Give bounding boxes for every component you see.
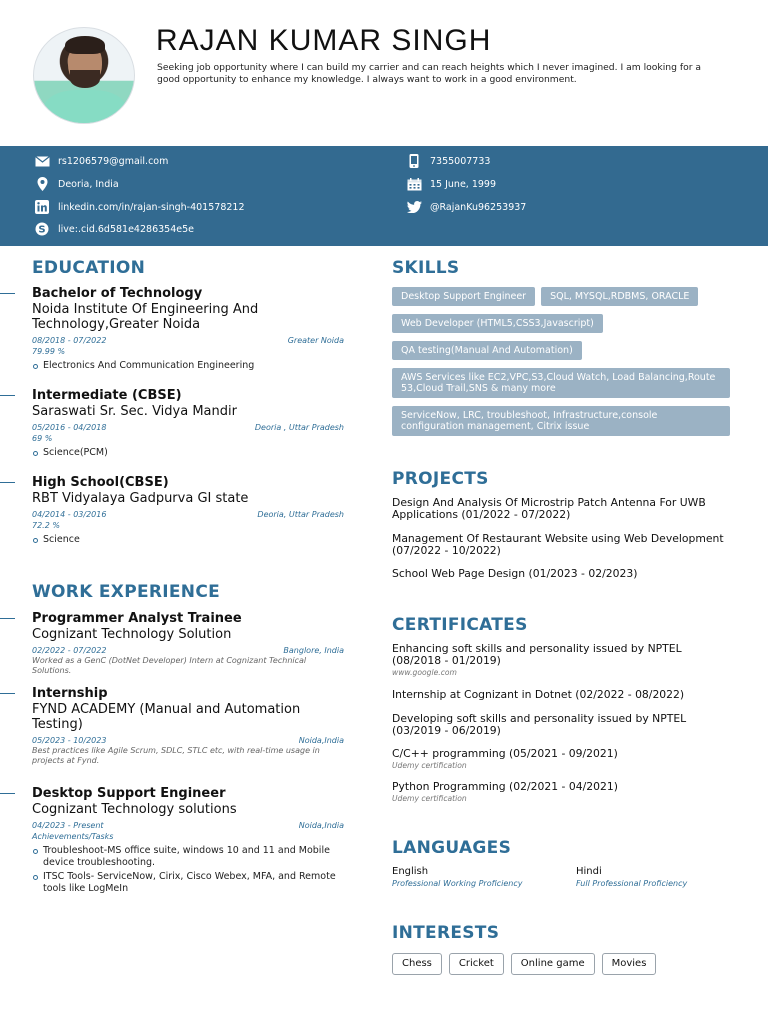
project-item: School Web Page Design (01/2023 - 02/2023) (392, 567, 638, 580)
entry-meta (32, 645, 344, 656)
certificate-title: Enhancing soft skills and personality issued by NPTEL (08/2018 - 01/2019) (392, 642, 682, 667)
certificate-link[interactable]: www.google.com (392, 668, 457, 677)
profile-photo (33, 27, 135, 124)
subject-bullet: Electronics And Communication Engineering (32, 360, 344, 372)
project-item: Design And Analysis Of Microstrip Patch Antenna For UWB Applications (01/2022 - 07/2022) (392, 496, 706, 521)
school-name: RBT Vidyalaya Gadpurva GI state (32, 491, 249, 506)
interest-chip: Movies (602, 953, 657, 975)
entry-grade: 72.2 % (32, 521, 60, 530)
certificate-title: Developing soft skills and personality issued by NPTEL (03/2019 - 06/2019) (392, 712, 687, 737)
mail-icon (34, 154, 50, 168)
project-item: Management Of Restaurant Website using Web Development (07/2022 - 10/2022) (392, 532, 724, 557)
profile-summary: Seeking job opportunity where I can build my carrier and can reach heights which I never imagined. I am looking for a good opportunity to enhance my knowledge. I always want to work in a good environment. (157, 62, 702, 85)
certificate-issuer: Udemy certification (392, 761, 467, 770)
subject-bullet: Science(PCM) (32, 447, 344, 459)
work-entry (32, 686, 344, 766)
language-item (392, 866, 523, 890)
achievements-label: Achievements/Tasks (32, 832, 114, 841)
company-name: FYND ACADEMY (Manual and Automation Testing) (32, 702, 301, 732)
degree-title: High School(CBSE) (32, 475, 169, 490)
interest-chip: Chess (392, 953, 442, 975)
school-name: Noida Institute Of Engineering And Technology,Greater Noida (32, 302, 259, 332)
entry-dates: 02/2022 - 07/2022 (32, 646, 107, 655)
education-entry (32, 388, 344, 459)
timeline-tick (0, 395, 15, 396)
entry-place: Deoria, Uttar Pradesh (257, 510, 344, 519)
school-name: Saraswati Sr. Sec. Vidya Mandir (32, 404, 237, 419)
avatar-shirt (44, 90, 126, 124)
entry-dates: 04/2014 - 03/2016 (32, 510, 107, 519)
entry-grade: 79.99 % (32, 347, 66, 356)
entry-meta (32, 335, 344, 346)
timeline-tick (0, 793, 15, 794)
entry-dates: 04/2023 - Present (32, 821, 104, 830)
twitter-icon (406, 200, 422, 214)
location-text: Deoria, India (58, 178, 119, 190)
entry-meta (32, 820, 344, 831)
skills-heading: SKILLS (392, 258, 460, 278)
entry-meta (32, 422, 344, 433)
timeline-tick (0, 293, 15, 294)
certificate-item (392, 689, 728, 701)
timeline-tick (0, 693, 15, 694)
language-name: Hindi (576, 866, 602, 877)
avatar-beard (70, 70, 100, 88)
candidate-name: RAJAN KUMAR SINGH (156, 24, 492, 57)
phone-text: 7355007733 (430, 155, 491, 167)
education-entry (32, 475, 344, 546)
skype-text: live:.cid.6d581e4286354e5e (58, 223, 194, 235)
language-item (576, 866, 687, 890)
job-role: Programmer Analyst Trainee (32, 611, 242, 626)
entry-meta (32, 735, 344, 746)
skill-chip: AWS Services like EC2,VPC,S3,Cloud Watch, Load Balancing,Route 53,Cloud Trail,SNS & many more (392, 368, 730, 398)
subject-bullet: Science (32, 534, 344, 546)
job-role: Desktop Support Engineer (32, 786, 226, 801)
calendar-icon (406, 177, 422, 191)
certificate-title: C/C++ programming (05/2021 - 09/2021) (392, 747, 618, 760)
entry-place: Greater Noida (287, 336, 344, 345)
language-name: English (392, 866, 429, 877)
degree-title: Bachelor of Technology (32, 286, 203, 301)
certificates-heading: CERTIFICATES (392, 615, 528, 635)
skill-chip: Desktop Support Engineer (392, 287, 535, 306)
projects-heading: PROJECTS (392, 469, 489, 489)
task-bullet: ITSC Tools- ServiceNow, Cirix, Cisco Webex, MFA, and Remote tools like LogMeIn (32, 871, 344, 895)
skills-list (392, 287, 732, 444)
language-level: Full Professional Proficiency (576, 879, 688, 888)
language-level: Professional Working Proficiency (392, 879, 523, 888)
certificate-item (392, 713, 728, 737)
task-bullet: Troubleshoot-MS office suite, windows 10 and 11 and Mobile device troubleshooting. (32, 845, 344, 869)
certificate-title: Python Programming (02/2021 - 04/2021) (392, 780, 618, 793)
company-name: Cognizant Technology Solution (32, 627, 232, 642)
entry-dates: 05/2023 - 10/2023 (32, 736, 107, 745)
job-description: Best practices like Agile Scrum, SDLC, STLC etc, with real-time usage in projects at Fynd. (32, 746, 320, 765)
skill-chip: ServiceNow, LRC, troubleshoot, Infrastructure,console configuration management, Citrix issue (392, 406, 730, 436)
work-entry (32, 786, 344, 895)
entry-dates: 08/2018 - 07/2022 (32, 336, 107, 345)
avatar-hair (65, 36, 105, 54)
company-name: Cognizant Technology solutions (32, 802, 237, 817)
entry-meta (32, 509, 344, 520)
contact-linkedin[interactable] (34, 200, 245, 214)
email-text: rs1206579@gmail.com (58, 155, 169, 167)
certificate-issuer: Udemy certification (392, 794, 467, 803)
phone-icon (406, 154, 422, 168)
contact-skype[interactable] (34, 222, 194, 236)
twitter-text: @RajanKu96253937 (430, 201, 527, 213)
work-entry (32, 611, 344, 676)
entry-grade: 69 % (32, 434, 53, 443)
skype-icon (34, 222, 50, 236)
interest-chip: Cricket (449, 953, 504, 975)
education-entry (32, 286, 344, 372)
entry-place: Banglore, India (283, 646, 344, 655)
contact-location (34, 177, 119, 191)
certificate-title: Internship at Cognizant in Dotnet (02/2022 - 08/2022) (392, 688, 685, 701)
job-description: Worked as a GenC (DotNet Developer) Intern at Cognizant Technical Solutions. (32, 656, 307, 675)
entry-place: Noida,India (298, 736, 344, 745)
linkedin-icon (34, 200, 50, 214)
education-heading: EDUCATION (32, 258, 146, 278)
interest-chip: Online game (511, 953, 595, 975)
entry-place: Noida,India (298, 821, 344, 830)
dob-text: 15 June, 1999 (430, 178, 497, 190)
entry-place: Deoria , Uttar Pradesh (254, 423, 344, 432)
linkedin-text: linkedin.com/in/rajan-singh-401578212 (58, 201, 245, 213)
skill-chip: SQL, MYSQL,RDBMS, ORACLE (541, 287, 698, 306)
skill-chip: Web Developer (HTML5,CSS3,Javascript) (392, 314, 603, 333)
entry-dates: 05/2016 - 04/2018 (32, 423, 107, 432)
certificate-item (392, 643, 728, 678)
degree-title: Intermediate (CBSE) (32, 388, 182, 403)
contact-dob (406, 177, 496, 191)
languages-heading: LANGUAGES (392, 838, 512, 858)
timeline-tick (0, 618, 15, 619)
contact-email[interactable] (34, 154, 168, 168)
location-pin-icon (34, 177, 50, 191)
skill-chip: QA testing(Manual And Automation) (392, 341, 582, 360)
certificate-item (392, 781, 728, 804)
timeline-tick (0, 482, 15, 483)
interests-list (392, 953, 656, 975)
interests-heading: INTERESTS (392, 923, 500, 943)
contact-twitter[interactable] (406, 200, 526, 214)
contact-phone[interactable] (406, 154, 490, 168)
work-experience-heading: WORK EXPERIENCE (32, 582, 221, 602)
job-role: Internship (32, 686, 108, 701)
certificate-item (392, 748, 728, 771)
svg-text:S: S (38, 224, 46, 236)
